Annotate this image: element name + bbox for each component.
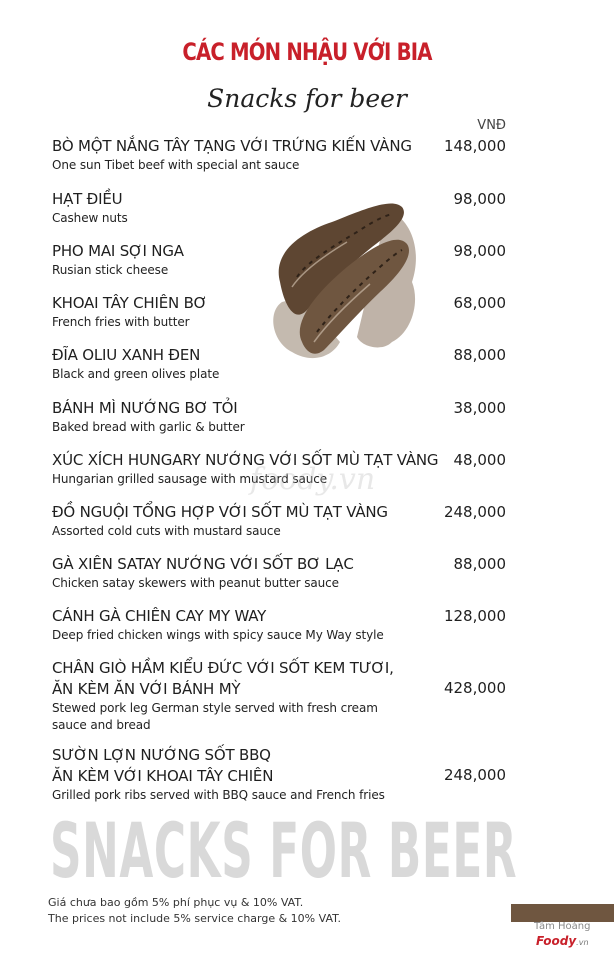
menu-item-price: 128,000 [443,607,506,625]
menu-item-price: 88,000 [453,555,506,573]
currency-label: VNĐ [477,118,506,133]
menu-item-price: 98,000 [453,242,506,260]
menu-item-description: French fries with butter [52,315,190,329]
menu-item-price: 68,000 [453,294,506,312]
menu-item-name: ĐĨA OLIU XANH ĐEN [52,346,201,364]
decorative-bar [511,904,614,922]
menu-item-price: 148,000 [443,137,506,155]
menu-item-name: CHÂN GIÒ HẦM KIỂU ĐỨC VỚI SỐT KEM TƯƠI, [52,659,394,677]
foody-logo-suffix: .vn [576,938,589,947]
foody-watermark: foody.vn [250,462,376,497]
menu-item-description: One sun Tibet beef with special ant sauce [52,158,300,172]
menu-item-name: BÒ MỘT NẮNG TÂY TẠNG VỚI TRỨNG KIẾN VÀNG [52,137,412,155]
menu-item [52,189,512,227]
menu-item-price: 98,000 [453,190,506,208]
price-note-english: The prices not include 5% service charge & 10% VAT. [48,912,342,925]
menu-item-name: KHOAI TÂY CHIÊN BƠ [52,294,208,312]
menu-item-description: Chicken satay skewers with peanut butter sauce [52,576,339,590]
menu-item-name: GÀ XIÊN SATAY NƯỚNG VỚI SỐT BƠ LẠC [52,555,354,573]
menu-item-price: 38,000 [453,399,506,417]
menu-item-name: PHO MAI SỢI NGA [52,242,184,260]
menu-item-name-line2: ĂN KÈM ĂN VỚI BÁNH MỲ [52,680,241,698]
foody-logo [536,934,589,948]
menu-item [52,345,512,383]
menu-item-name: XÚC XÍCH HUNGARY NƯỚNG VỚI SỐT MÙ TẠT VÀNG [52,451,439,469]
menu-item-description: Grilled pork ribs served with BBQ sauce and French fries [52,788,385,802]
menu-item-price: 248,000 [443,766,506,784]
menu-item-name: BÁNH MÌ NƯỚNG BƠ TỎI [52,399,238,417]
menu-item [52,293,512,331]
menu-item-description: Baked bread with garlic & butter [52,420,245,434]
snacks-for-beer-watermark: SNACKS FOR BEER [50,806,518,895]
menu-item-name-line2: ĂN KÈM VỚI KHOAI TÂY CHIÊN [52,767,274,785]
photo-credit-name: Tâm Hoàng [534,921,591,932]
menu-item [52,398,512,436]
menu-item [52,554,512,592]
menu-item-description: Assorted cold cuts with mustard sauce [52,524,281,538]
menu-item-description: Cashew nuts [52,211,128,225]
menu-item-name: CÁNH GÀ CHIÊN CAY MY WAY [52,607,267,625]
menu-item-price: 88,000 [453,346,506,364]
menu-item-description: Stewed pork leg German style served with fresh cream [52,701,378,715]
menu-item-description: Hungarian grilled sausage with mustard sauce [52,472,328,486]
menu-item-description: Rusian stick cheese [52,263,169,277]
menu-title-vietnamese: CÁC MÓN NHẬU VỚI BIA [182,38,432,66]
menu-title-english: Snacks for beer [207,84,407,113]
menu-item-price: 48,000 [453,451,506,469]
menu-item-name: ĐỒ NGUỘI TỔNG HỢP VỚI SỐT MÙ TẠT VÀNG [52,503,388,521]
foody-logo-text: Foody [536,934,577,948]
menu-item-name: SƯỜN LỢN NƯỚNG SỐT BBQ [52,746,271,764]
menu-item-description-line2: sauce and bread [52,718,151,732]
menu-item [52,241,512,279]
menu-item-price: 428,000 [443,679,506,697]
menu-item-description: Deep fried chicken wings with spicy sauce My Way style [52,628,384,642]
menu-item-description: Black and green olives plate [52,367,220,381]
menu-item-name: HẠT ĐIỀU [52,190,123,208]
price-note-vietnamese: Giá chưa bao gồm 5% phí phục vụ & 10% VAT. [48,896,304,909]
menu-item-price: 248,000 [443,503,506,521]
